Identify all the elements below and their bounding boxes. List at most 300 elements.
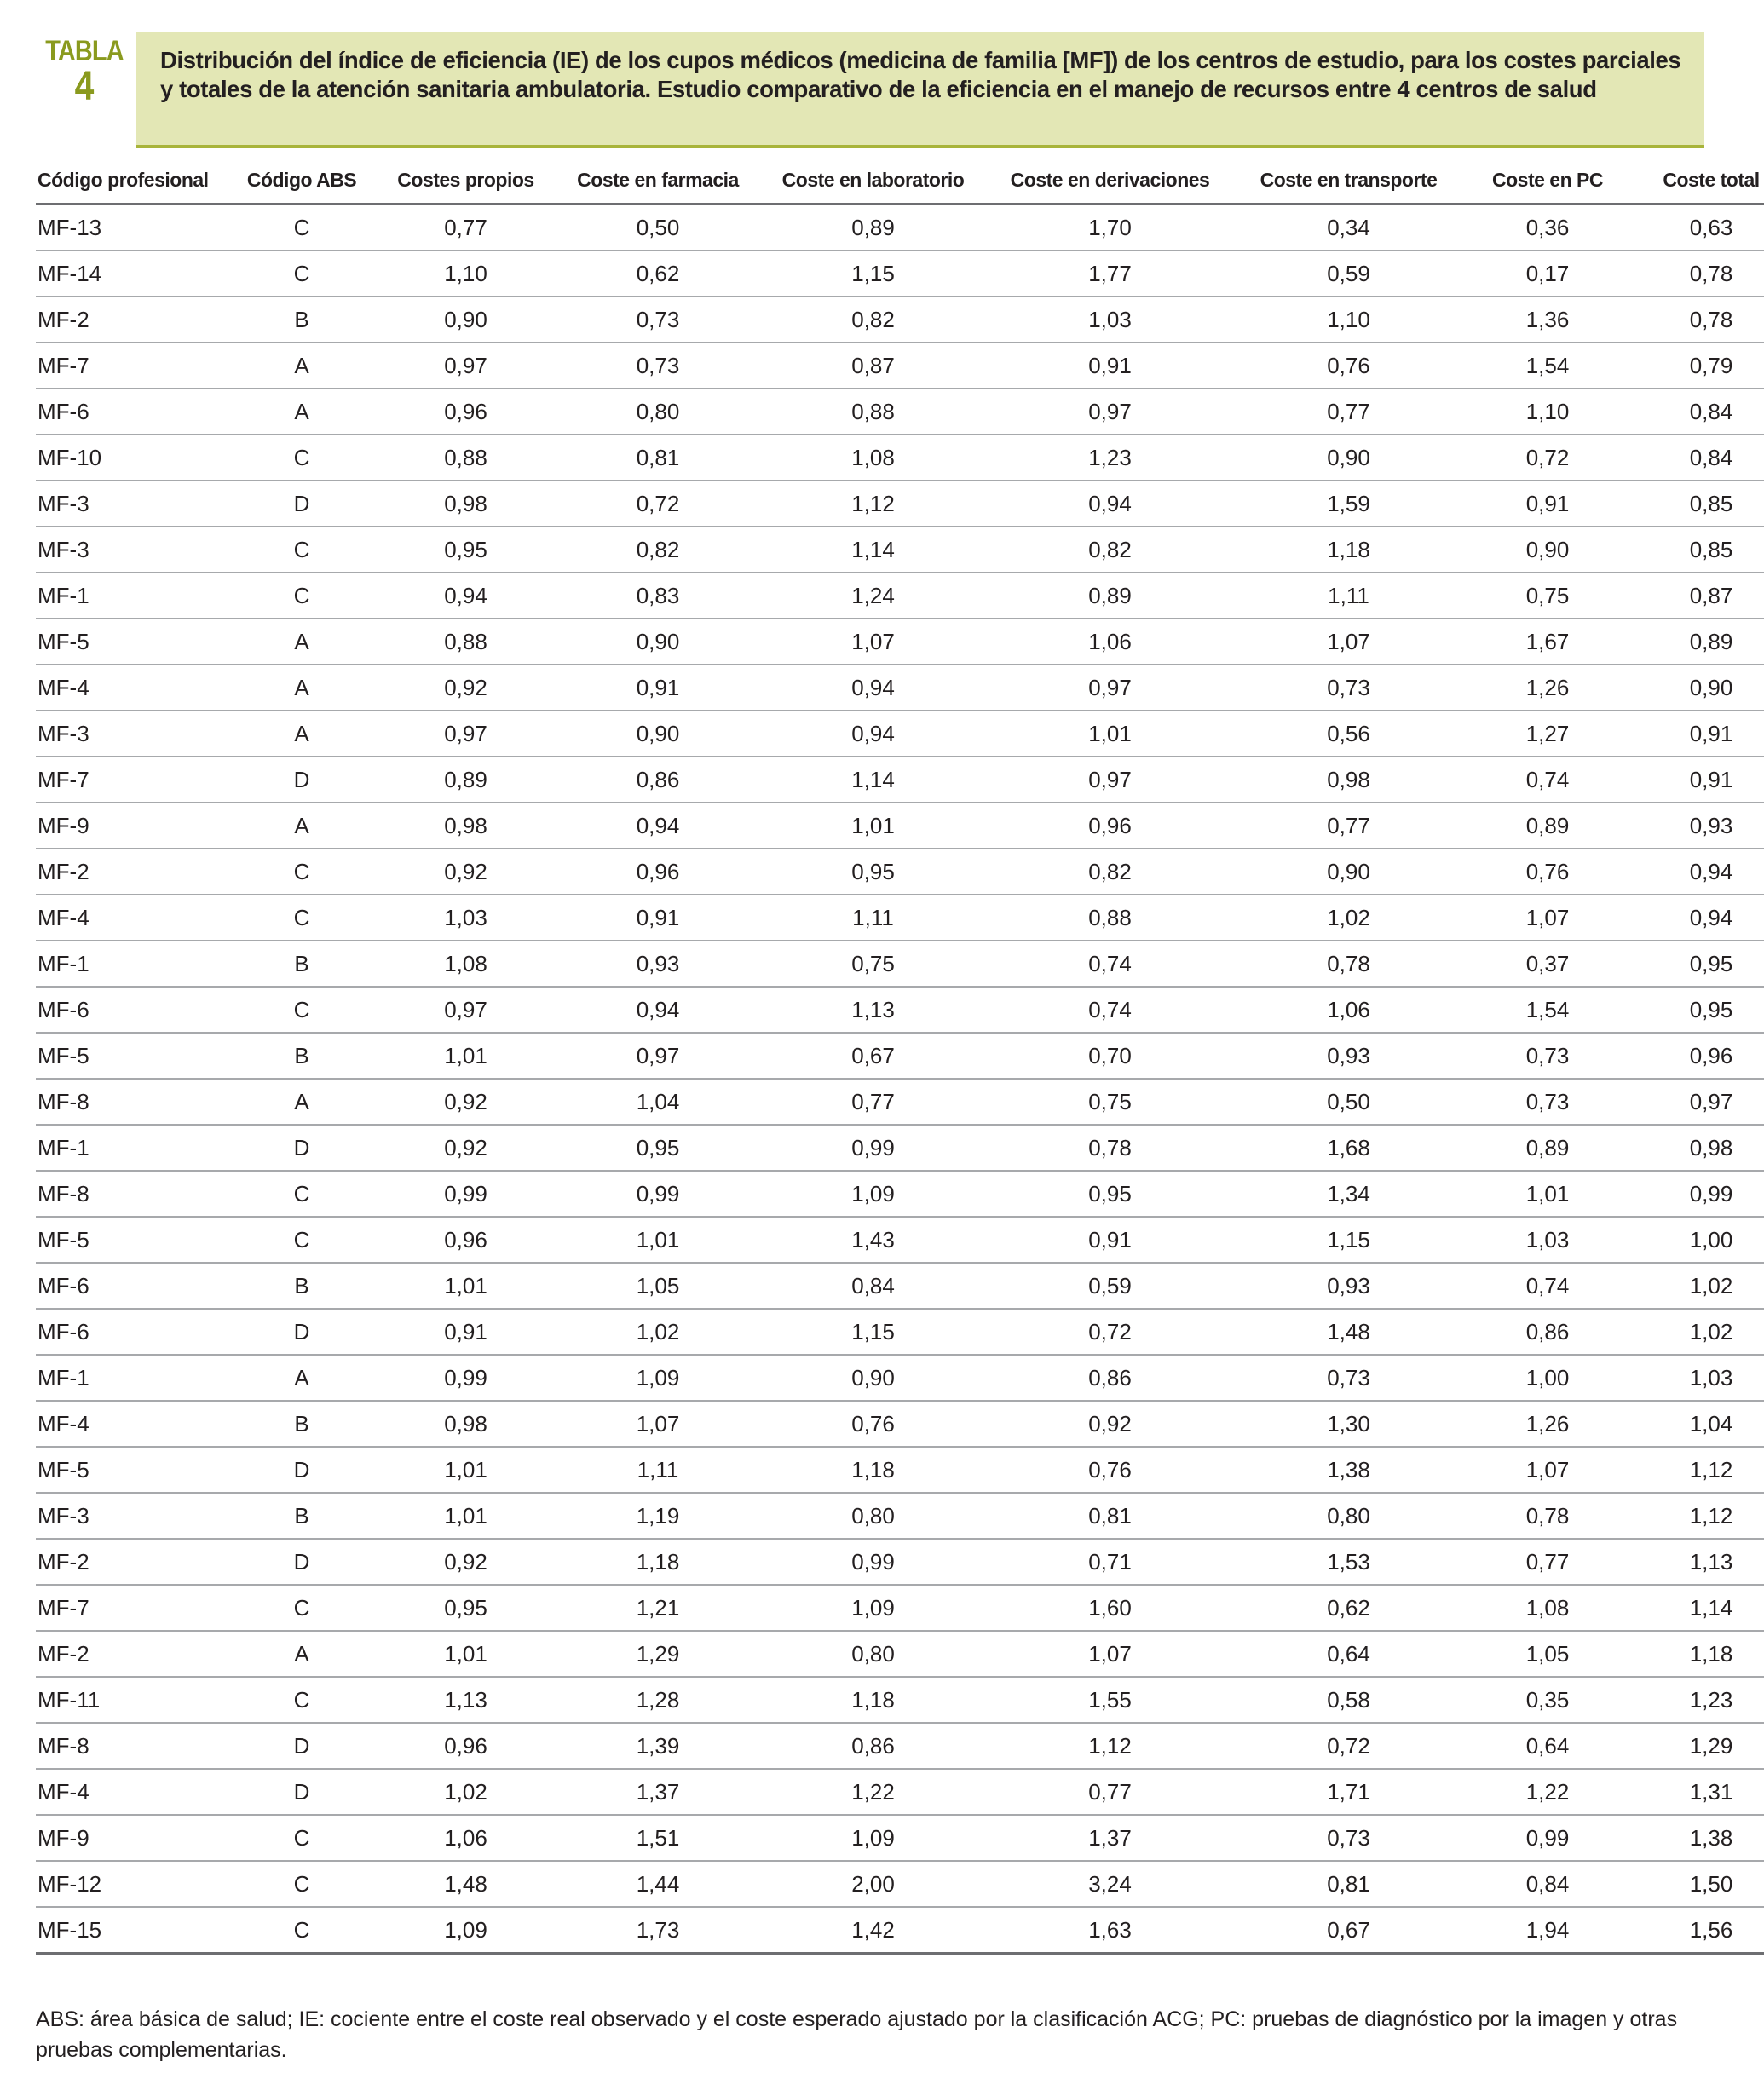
table-row	[36, 481, 1764, 527]
table-cell: 0,92	[989, 1401, 1231, 1447]
table-cell: MF-4	[36, 1769, 230, 1815]
table-row	[36, 1263, 1764, 1309]
table-cell: 0,73	[1231, 665, 1466, 711]
table-cell: 0,94	[1629, 849, 1764, 895]
table-cell: A	[230, 1631, 373, 1677]
table-cell: 1,27	[1466, 711, 1629, 757]
table-cell: 0,77	[1231, 803, 1466, 849]
table-cell: 0,93	[1231, 1033, 1466, 1079]
table-cell: 1,44	[558, 1861, 758, 1907]
table-cell: 0,84	[1629, 389, 1764, 435]
table-cell: MF-2	[36, 1631, 230, 1677]
table-cell: 1,18	[558, 1539, 758, 1585]
table-cell: MF-5	[36, 1447, 230, 1493]
table-cell: 0,77	[758, 1079, 989, 1125]
table-cell: 1,06	[373, 1815, 558, 1861]
table-cell: 1,37	[558, 1769, 758, 1815]
table-cell: 0,95	[373, 1585, 558, 1631]
table-row	[36, 1815, 1764, 1861]
table-cell: 1,03	[1466, 1217, 1629, 1263]
table-cell: 1,30	[1231, 1401, 1466, 1447]
table-cell: 0,92	[373, 1539, 558, 1585]
table-cell: 0,80	[758, 1493, 989, 1539]
table-cell: 0,92	[373, 849, 558, 895]
table-cell: 1,18	[1629, 1631, 1764, 1677]
column-header: Coste en PC	[1466, 162, 1629, 204]
table-cell: 1,15	[1231, 1217, 1466, 1263]
table-cell: C	[230, 1171, 373, 1217]
table-cell: 1,02	[1629, 1263, 1764, 1309]
table-cell: 1,01	[373, 1263, 558, 1309]
table-cell: 0,93	[1231, 1263, 1466, 1309]
table-cell: C	[230, 1585, 373, 1631]
table-row	[36, 1033, 1764, 1079]
table-cell: 1,39	[558, 1723, 758, 1769]
table-cell: 0,84	[1466, 1861, 1629, 1907]
table-cell: 0,88	[758, 389, 989, 435]
table-cell: 1,05	[558, 1263, 758, 1309]
table-cell: 1,14	[758, 757, 989, 803]
table-row	[36, 665, 1764, 711]
table-cell: 1,01	[989, 711, 1231, 757]
table-cell: 1,02	[558, 1309, 758, 1355]
table-cell: 0,90	[1231, 849, 1466, 895]
table-cell: 1,04	[558, 1079, 758, 1125]
table-cell: 0,96	[1629, 1033, 1764, 1079]
table-cell: 0,95	[1629, 987, 1764, 1033]
table-cell: 0,94	[1629, 895, 1764, 941]
table-cell: 1,15	[758, 1309, 989, 1355]
table-cell: 0,73	[1466, 1033, 1629, 1079]
table-cell: MF-9	[36, 1815, 230, 1861]
column-header: Coste en transporte	[1231, 162, 1466, 204]
table-cell: 0,73	[1231, 1355, 1466, 1401]
table-cell: 2,00	[758, 1861, 989, 1907]
table-cell: 0,73	[558, 297, 758, 343]
table-cell: 1,02	[1629, 1309, 1764, 1355]
table-cell: 0,90	[758, 1355, 989, 1401]
table-cell: 1,37	[989, 1815, 1231, 1861]
table-cell: 0,59	[1231, 250, 1466, 297]
table-cell: MF-8	[36, 1723, 230, 1769]
table-row	[36, 895, 1764, 941]
table-cell: 0,64	[1466, 1723, 1629, 1769]
table-cell: 1,07	[1466, 895, 1629, 941]
table-row	[36, 803, 1764, 849]
table-cell: 0,58	[1231, 1677, 1466, 1723]
table-cell: 0,97	[373, 711, 558, 757]
table-cell: 1,14	[758, 527, 989, 573]
table-row	[36, 573, 1764, 619]
table-cell: 0,96	[373, 1217, 558, 1263]
table-cell: 0,96	[558, 849, 758, 895]
table-cell: 0,70	[989, 1033, 1231, 1079]
table-row	[36, 757, 1764, 803]
table-cell: C	[230, 895, 373, 941]
table-row	[36, 204, 1764, 251]
table-cell: 0,91	[373, 1309, 558, 1355]
column-header: Coste en farmacia	[558, 162, 758, 204]
table-cell: 1,01	[373, 1033, 558, 1079]
table-cell: 0,76	[758, 1401, 989, 1447]
table-cell: MF-5	[36, 619, 230, 665]
table-cell: MF-10	[36, 435, 230, 481]
table-cell: 0,94	[558, 987, 758, 1033]
table-cell: 0,81	[558, 435, 758, 481]
table-cell: 0,62	[1231, 1585, 1466, 1631]
table-cell: 0,98	[1629, 1125, 1764, 1171]
table-cell: 1,06	[1231, 987, 1466, 1033]
table-cell: C	[230, 435, 373, 481]
table-caption: Distribución del índice de eficiencia (IE) de los cupos médicos (medicina de familia [MF]) de los centros de estudio, para los costes parciales y totales de la atención sanitaria ambulatoria. Estudio comparativo de la eficiencia en el manejo de recursos entre 4 centros de salud	[160, 47, 1681, 102]
table-footnote: ABS: área básica de salud; IE: cociente entre el coste real observado y el coste esperado ajustado por la clasificación ACG; PC: pruebas de diagnóstico por la imagen y otras pruebas complementarias.	[36, 2007, 1678, 2062]
table-cell: 0,97	[989, 389, 1231, 435]
table-cell: 0,97	[373, 987, 558, 1033]
table-cell: 0,56	[1231, 711, 1466, 757]
table-cell: 0,86	[758, 1723, 989, 1769]
table-cell: 0,94	[758, 665, 989, 711]
table-header-row	[36, 162, 1764, 204]
table-cell: 1,10	[1231, 297, 1466, 343]
table-cell: 1,48	[373, 1861, 558, 1907]
table-cell: MF-3	[36, 1493, 230, 1539]
table-cell: 0,86	[558, 757, 758, 803]
column-header: Costes propios	[373, 162, 558, 204]
table-cell: 0,91	[1629, 711, 1764, 757]
table-body	[36, 204, 1764, 1955]
table-cell: 0,72	[1231, 1723, 1466, 1769]
table-cell: 0,83	[558, 573, 758, 619]
table-cell: 1,02	[1231, 895, 1466, 941]
table-cell: 1,12	[1629, 1447, 1764, 1493]
table-cell: 1,11	[758, 895, 989, 941]
table-cell: 1,56	[1629, 1907, 1764, 1954]
table-cell: 1,77	[989, 250, 1231, 297]
table-cell: 1,54	[1466, 343, 1629, 389]
table-cell: 0,74	[1466, 757, 1629, 803]
table-row	[36, 1723, 1764, 1769]
table-row	[36, 941, 1764, 987]
table-cell: 0,99	[558, 1171, 758, 1217]
table-cell: 1,02	[373, 1769, 558, 1815]
table-cell: MF-1	[36, 573, 230, 619]
table-cell: 1,10	[1466, 389, 1629, 435]
table-cell: A	[230, 711, 373, 757]
table-cell: C	[230, 573, 373, 619]
table-cell: 1,13	[1629, 1539, 1764, 1585]
table-cell: 1,01	[758, 803, 989, 849]
table-cell: 0,74	[989, 941, 1231, 987]
table-cell: 0,80	[758, 1631, 989, 1677]
table-cell: 0,84	[758, 1263, 989, 1309]
table-cell: 0,95	[373, 527, 558, 573]
table-cell: 0,35	[1466, 1677, 1629, 1723]
table-cell: 1,11	[558, 1447, 758, 1493]
table-cell: 0,96	[989, 803, 1231, 849]
table-cell: B	[230, 1033, 373, 1079]
table-cell: MF-8	[36, 1079, 230, 1125]
table-cell: 0,91	[989, 343, 1231, 389]
table-cell: 0,99	[1466, 1815, 1629, 1861]
table-cell: 0,64	[1231, 1631, 1466, 1677]
table-row	[36, 1401, 1764, 1447]
table-row	[36, 1171, 1764, 1217]
table-cell: 0,76	[1466, 849, 1629, 895]
table-row	[36, 1447, 1764, 1493]
table-cell: 1,29	[558, 1631, 758, 1677]
column-header: Código ABS	[230, 162, 373, 204]
table-cell: 1,09	[558, 1355, 758, 1401]
table-cell: 0,94	[989, 481, 1231, 527]
table-cell: 1,24	[758, 573, 989, 619]
table-cell: D	[230, 1447, 373, 1493]
table-cell: C	[230, 987, 373, 1033]
table-cell: 1,26	[1466, 1401, 1629, 1447]
table-cell: 0,99	[758, 1125, 989, 1171]
table-cell: B	[230, 1401, 373, 1447]
table-cell: 1,26	[1466, 665, 1629, 711]
table-cell: C	[230, 849, 373, 895]
table-cell: 0,73	[558, 343, 758, 389]
table-cell: 1,59	[1231, 481, 1466, 527]
table-cell: 1,04	[1629, 1401, 1764, 1447]
table-cell: 1,53	[1231, 1539, 1466, 1585]
table-row	[36, 1539, 1764, 1585]
table-row	[36, 619, 1764, 665]
table-cell: D	[230, 1769, 373, 1815]
table-cell: 1,71	[1231, 1769, 1466, 1815]
table-cell: 1,34	[1231, 1171, 1466, 1217]
table-cell: A	[230, 619, 373, 665]
table-cell: 1,01	[558, 1217, 758, 1263]
table-cell: 0,89	[758, 204, 989, 251]
table-cell: 1,23	[1629, 1677, 1764, 1723]
table-cell: 1,29	[1629, 1723, 1764, 1769]
table-cell: 1,10	[373, 250, 558, 297]
table-cell: MF-3	[36, 527, 230, 573]
table-cell: MF-3	[36, 481, 230, 527]
table-cell: D	[230, 1125, 373, 1171]
table-cell: 0,63	[1629, 204, 1764, 251]
table-cell: 1,19	[558, 1493, 758, 1539]
table-cell: 1,21	[558, 1585, 758, 1631]
table-row	[36, 343, 1764, 389]
table-cell: 0,88	[989, 895, 1231, 941]
table-cell: B	[230, 297, 373, 343]
table-cell: B	[230, 1493, 373, 1539]
table-cell: 1,18	[758, 1677, 989, 1723]
table-cell: 0,81	[1231, 1861, 1466, 1907]
table-cell: 0,94	[558, 803, 758, 849]
table-cell: D	[230, 1539, 373, 1585]
table-cell: 0,95	[758, 849, 989, 895]
table-cell: 0,92	[373, 1125, 558, 1171]
table-cell: 0,96	[373, 1723, 558, 1769]
table-cell: 0,96	[373, 389, 558, 435]
table-cell: 1,03	[1629, 1355, 1764, 1401]
table-row	[36, 1125, 1764, 1171]
table-cell: 0,78	[1466, 1493, 1629, 1539]
table-cell: 1,94	[1466, 1907, 1629, 1954]
table-row	[36, 1769, 1764, 1815]
table-cell: A	[230, 803, 373, 849]
table-cell: 1,23	[989, 435, 1231, 481]
table-cell: 0,90	[373, 297, 558, 343]
table-cell: 1,63	[989, 1907, 1231, 1954]
table-cell: 1,12	[1629, 1493, 1764, 1539]
table-cell: 0,71	[989, 1539, 1231, 1585]
table-cell: 0,34	[1231, 204, 1466, 251]
table-cell: 1,00	[1466, 1355, 1629, 1401]
table-cell: D	[230, 1309, 373, 1355]
table-cell: B	[230, 941, 373, 987]
table-cell: 0,91	[558, 665, 758, 711]
table-cell: 0,93	[558, 941, 758, 987]
table-caption-box	[136, 32, 1704, 148]
table-label-number: 4	[74, 64, 95, 109]
table-cell: 1,12	[989, 1723, 1231, 1769]
table-cell: 0,86	[989, 1355, 1231, 1401]
table-cell: 0,62	[558, 250, 758, 297]
table-cell: 0,89	[1629, 619, 1764, 665]
table-cell: MF-4	[36, 665, 230, 711]
table-cell: MF-7	[36, 1585, 230, 1631]
table-cell: 0,99	[373, 1171, 558, 1217]
table-cell: 0,74	[1466, 1263, 1629, 1309]
table-cell: A	[230, 665, 373, 711]
table-cell: D	[230, 757, 373, 803]
table-cell: 1,07	[1231, 619, 1466, 665]
table-cell: 1,68	[1231, 1125, 1466, 1171]
table-row	[36, 1355, 1764, 1401]
table-cell: 0,87	[1629, 573, 1764, 619]
table-row	[36, 527, 1764, 573]
table-row	[36, 1631, 1764, 1677]
table-cell: MF-9	[36, 803, 230, 849]
table-cell: 0,94	[758, 711, 989, 757]
table-cell: MF-2	[36, 849, 230, 895]
table-cell: 0,80	[1231, 1493, 1466, 1539]
table-cell: 0,82	[989, 527, 1231, 573]
table-cell: MF-2	[36, 1539, 230, 1585]
table-cell: 0,98	[373, 481, 558, 527]
table-cell: 0,97	[989, 665, 1231, 711]
table-cell: 1,07	[1466, 1447, 1629, 1493]
table-cell: 0,98	[1231, 757, 1466, 803]
table-cell: MF-6	[36, 1309, 230, 1355]
table-cell: 0,88	[373, 435, 558, 481]
table-row	[36, 435, 1764, 481]
table-cell: 0,36	[1466, 204, 1629, 251]
table-cell: 1,08	[758, 435, 989, 481]
table-cell: 0,98	[373, 803, 558, 849]
table-cell: 1,14	[1629, 1585, 1764, 1631]
table-cell: 1,08	[373, 941, 558, 987]
table-cell: MF-1	[36, 1355, 230, 1401]
table-cell: MF-6	[36, 1263, 230, 1309]
table-cell: 0,67	[758, 1033, 989, 1079]
table-cell: 0,76	[1231, 343, 1466, 389]
table-cell: 0,90	[1231, 435, 1466, 481]
table-cell: 1,55	[989, 1677, 1231, 1723]
table-cell: 0,98	[373, 1401, 558, 1447]
table-row	[36, 1861, 1764, 1907]
table-cell: D	[230, 481, 373, 527]
table-row	[36, 1493, 1764, 1539]
table-cell: 0,90	[1629, 665, 1764, 711]
table-cell: 1,18	[1231, 527, 1466, 573]
table-cell: MF-12	[36, 1861, 230, 1907]
table-cell: 0,72	[558, 481, 758, 527]
table-cell: MF-3	[36, 711, 230, 757]
table-cell: 0,88	[373, 619, 558, 665]
table-cell: 1,07	[558, 1401, 758, 1447]
table-cell: MF-11	[36, 1677, 230, 1723]
table-cell: 0,80	[558, 389, 758, 435]
table-cell: 0,92	[373, 1079, 558, 1125]
column-header: Código profesional	[36, 162, 230, 204]
table-cell: 0,78	[1231, 941, 1466, 987]
table-cell: 1,11	[1231, 573, 1466, 619]
table-cell: MF-1	[36, 941, 230, 987]
table-cell: 1,12	[758, 481, 989, 527]
table-cell: 0,75	[989, 1079, 1231, 1125]
table-cell: C	[230, 1677, 373, 1723]
table-cell: 0,67	[1231, 1907, 1466, 1954]
table-cell: 1,31	[1629, 1769, 1764, 1815]
table-cell: 0,92	[373, 665, 558, 711]
table-cell: MF-5	[36, 1217, 230, 1263]
table-cell: 0,81	[989, 1493, 1231, 1539]
table-cell: 1,01	[373, 1447, 558, 1493]
table-cell: 1,01	[373, 1631, 558, 1677]
table-cell: 0,97	[373, 343, 558, 389]
table-cell: 1,08	[1466, 1585, 1629, 1631]
table-cell: 1,07	[989, 1631, 1231, 1677]
table-cell: 0,78	[1629, 297, 1764, 343]
table-label-word: TABLA	[45, 35, 124, 67]
table-cell: 0,73	[1466, 1079, 1629, 1125]
table-cell: 0,91	[558, 895, 758, 941]
table-row	[36, 987, 1764, 1033]
table-cell: A	[230, 1079, 373, 1125]
table-cell: 1,43	[758, 1217, 989, 1263]
table-cell: 0,85	[1629, 481, 1764, 527]
table-cell: 0,77	[1231, 389, 1466, 435]
table-cell: 0,97	[558, 1033, 758, 1079]
table-cell: 1,22	[758, 1769, 989, 1815]
table-cell: 0,89	[1466, 803, 1629, 849]
table-cell: C	[230, 527, 373, 573]
table-cell: MF-8	[36, 1171, 230, 1217]
table-cell: 0,85	[1629, 527, 1764, 573]
table-row	[36, 1907, 1764, 1954]
table-cell: 0,99	[1629, 1171, 1764, 1217]
table-cell: 0,75	[1466, 573, 1629, 619]
column-header: Coste total	[1629, 162, 1764, 204]
table-cell: 1,09	[373, 1907, 558, 1954]
table-cell: 0,72	[1466, 435, 1629, 481]
table-cell: MF-1	[36, 1125, 230, 1171]
table-cell: MF-6	[36, 389, 230, 435]
table-cell: A	[230, 343, 373, 389]
table-cell: MF-15	[36, 1907, 230, 1954]
table-cell: 1,48	[1231, 1309, 1466, 1355]
table-cell: MF-7	[36, 343, 230, 389]
table-cell: 0,79	[1629, 343, 1764, 389]
table-cell: 1,03	[373, 895, 558, 941]
table-cell: C	[230, 1861, 373, 1907]
